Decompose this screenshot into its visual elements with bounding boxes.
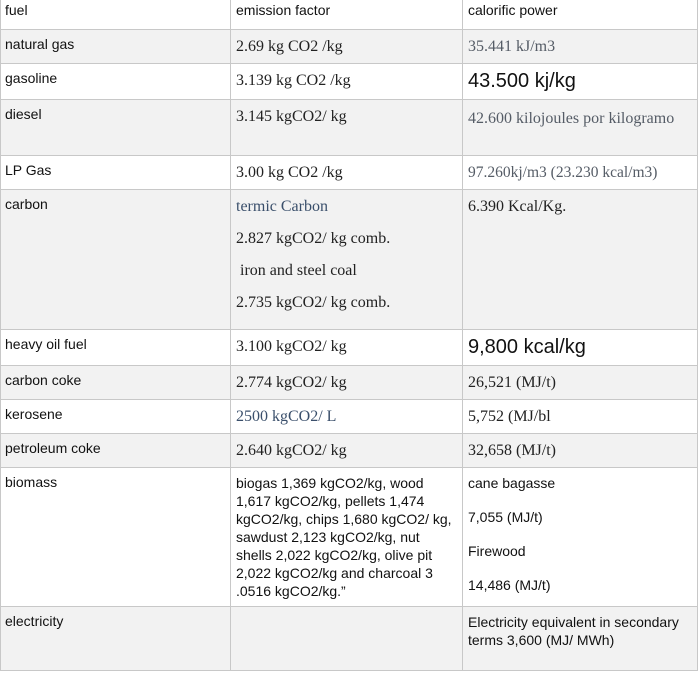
table-row [1, 330, 698, 366]
fuel-cell: kerosene [1, 400, 231, 434]
emission-cell: 3.139 kg CO2 /kg [231, 64, 463, 100]
header-emission-factor: emission factor [231, 0, 463, 30]
calorific-cell: Electricity equivalent in secondary terms 3,600 (MJ/ MWh) [463, 607, 698, 671]
table-row [1, 30, 698, 64]
header-calorific-power: calorific power [463, 0, 698, 30]
calorific-cell: 42.600 kilojoules por kilogramo [463, 100, 698, 156]
fuel-cell: gasoline [1, 64, 231, 100]
table-row [1, 366, 698, 400]
calorific-cell: 43.500 kj/kg [463, 64, 698, 100]
calorific-cell: 32,658 (MJ/t) [463, 434, 698, 468]
table-row [1, 100, 698, 156]
calorific-cell: 5,752 (MJ/bl [463, 400, 698, 434]
carbon-value-iron-steel: 2.735 kgCO2/ kg comb. [236, 294, 391, 311]
biomass-cane-bagasse: cane bagasse [468, 475, 556, 491]
emission-cell: 3.145 kgCO2/ kg [231, 100, 463, 156]
fuel-cell: electricity [1, 607, 231, 671]
fuel-cell: LP Gas [1, 156, 231, 190]
table-row [1, 64, 698, 100]
table-row [1, 156, 698, 190]
biomass-cane-bagasse-value: 7,055 (MJ/t) [468, 509, 543, 525]
fuel-cell: heavy oil fuel [1, 330, 231, 366]
carbon-type-termic: termic Carbon [236, 198, 328, 215]
table-row [1, 190, 698, 330]
calorific-cell: 97.260kj/m3 (23.230 kcal/m3) [463, 156, 698, 190]
emission-cell: 2.69 kg CO2 /kg [231, 30, 463, 64]
fuel-cell: diesel [1, 100, 231, 156]
calorific-cell: 26,521 (MJ/t) [463, 366, 698, 400]
fuel-cell: petroleum coke [1, 434, 231, 468]
calorific-cell: 35.441 kJ/m3 [463, 30, 698, 64]
emission-cell: 2500 kgCO2/ L [231, 400, 463, 434]
emission-cell: 3.00 kg CO2 /kg [231, 156, 463, 190]
calorific-cell: 9,800 kcal/kg [463, 330, 698, 366]
emission-cell [231, 607, 463, 671]
emission-cell: 2.774 kgCO2/ kg [231, 366, 463, 400]
carbon-type-iron-steel: iron and steel coal [240, 262, 357, 279]
emission-cell: 3.100 kgCO2/ kg [231, 330, 463, 366]
biomass-firewood-value: 14,486 (MJ/t) [468, 577, 551, 593]
emission-cell: 2.640 kgCO2/ kg [231, 434, 463, 468]
calorific-cell [463, 468, 698, 607]
table-header-row [1, 0, 698, 30]
emission-cell: biogas 1,369 kgCO2/kg, wood 1,617 kgCO2/kg, pellets 1,474 kgCO2/kg, chips 1,680 kgCO2/ kg, sawdust 2,123 kgCO2/kg, nut shells 2,022 kgCO2/kg, olive pit 2,022 kgCO2/kg and charcoal 3 .0516 kgCO2/kg.” [231, 468, 463, 607]
fuel-cell: natural gas [1, 30, 231, 64]
emission-cell [231, 190, 463, 330]
table-row [1, 468, 698, 607]
table-row [1, 607, 698, 671]
table-row [1, 400, 698, 434]
calorific-cell: 6.390 Kcal/Kg. [463, 190, 698, 330]
fuel-cell: carbon [1, 190, 231, 330]
header-fuel: fuel [1, 0, 231, 30]
fuel-cell: biomass [1, 468, 231, 607]
table-row [1, 434, 698, 468]
carbon-value-termic: 2.827 kgCO2/ kg comb. [236, 230, 391, 247]
fuel-cell: carbon coke [1, 366, 231, 400]
biomass-firewood: Firewood [468, 543, 526, 559]
